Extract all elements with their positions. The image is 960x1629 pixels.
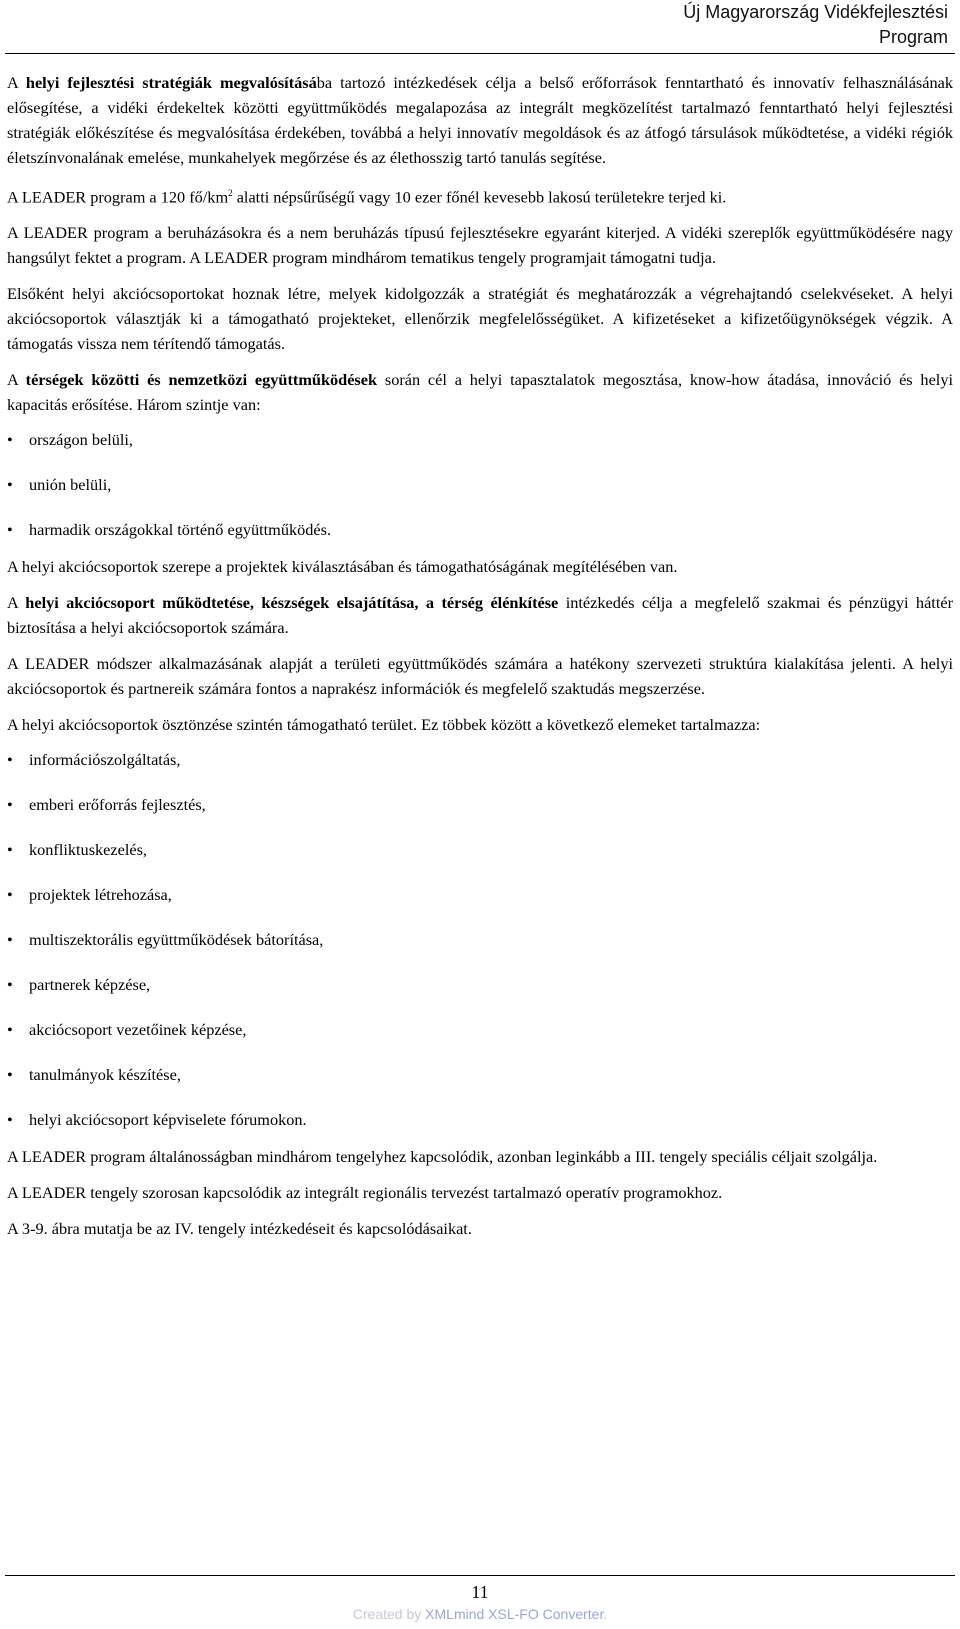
bullet-icon: • <box>7 475 13 495</box>
paragraph-leader-area <box>7 181 953 209</box>
superscript: 2 <box>228 188 233 198</box>
document-body <box>7 70 953 1252</box>
watermark-brand: XMLmind XSL-FO Converter <box>425 1606 604 1622</box>
bold-term: helyi fejlesztési stratégiák megvalósításá <box>25 73 317 92</box>
list-item-text: partnerek képzése, <box>29 975 151 995</box>
paragraph-figure-reference: A 3-9. ábra mutatja be az IV. tengely intézkedéseit és kapcsolódásaikat. <box>7 1219 472 1239</box>
bullet-icon: • <box>7 840 13 860</box>
list-item-text: projektek létrehozása, <box>29 885 172 905</box>
list-item <box>7 1017 953 1042</box>
bullet-icon: • <box>7 885 13 905</box>
paragraph-text: során cél a helyi tapasztalatok megosztása, know-how átadása, innováció és helyi kapacitás erősítése. Három szintje van: <box>7 370 953 415</box>
page-header <box>0 0 960 50</box>
paragraph-leader-operative: A LEADER tengely szorosan kapcsolódik az integrált regionális tervezést tartalmazó operatív programokhoz. <box>7 1183 723 1203</box>
list-item <box>7 1062 953 1087</box>
converter-watermark <box>0 1604 960 1624</box>
bullet-icon: • <box>7 795 13 815</box>
footer-rule <box>5 1575 955 1576</box>
header-subtitle: Program <box>878 27 948 47</box>
paragraph-action-group-role: A helyi akciócsoportok szerepe a projektek kiválasztásában és támogathatóságának megítélésében van. <box>7 557 678 577</box>
watermark-text: . <box>603 1606 608 1622</box>
incentive-elements-list <box>7 747 953 1132</box>
bold-term: térségek közötti és nemzetközi együttműködések <box>25 370 378 390</box>
paragraph-leader-axes: A LEADER program általánosságban mindhárom tengelyhez kapcsolódik, azonban leginkább a III. tengely speciális céljait szolgálja. <box>7 1147 878 1167</box>
list-item-text: emberi erőforrás fejlesztés, <box>29 795 206 815</box>
paragraph-action-groups: Elsőként helyi akciócsoportokat hoznak létre, melyek kidolgozzák a stratégiát és meghatározzák a végrehajtandó cselekvéseket. A helyi akciócsoportok választják ki a támogatható projekteket, ellenőrzik megfelelősségüket. A kifizetéseket a kifizetőügynökségek végzik. A támogatás vissza nem térítendő támogatás. <box>7 284 953 354</box>
paragraph-operation <box>7 590 953 640</box>
cooperation-levels-list <box>7 427 953 542</box>
paragraph-leader-scope: A LEADER program a beruházásokra és a nem beruházás típusú fejlesztésekre egyaránt kiterjed. A vidéki szereplők együttműködésére nagy hangsúlyt fektet a program. A LEADER program mindhárom tematikus tengely programjait támogatni tudja. <box>7 223 953 268</box>
paragraph-leader-method: A LEADER módszer alkalmazásának alapját a területi együttműködés számára a hatékony szervezeti struktúra kialakítása jelenti. A helyi akciócsoportok és partnereik számára fontos a naprakész információk és megfelelő szaktudás megszerzése. <box>7 654 953 699</box>
list-item-text: országon belüli, <box>29 430 133 450</box>
bold-term: helyi akciócsoport működtetése, készségek elsajátítása, a térség élénkítése <box>25 593 559 613</box>
paragraph-incentive: A helyi akciócsoportok ösztönzése szintén támogatható terület. Ez többek között a következő elemeket tartalmazza: <box>7 715 761 735</box>
list-item-text: multiszektorális együttműködések bátorítása, <box>29 930 324 950</box>
bullet-icon: • <box>7 520 13 540</box>
bullet-icon: • <box>7 430 13 450</box>
bullet-icon: • <box>7 930 13 950</box>
list-item <box>7 472 953 497</box>
watermark-text: Created by <box>352 1606 426 1622</box>
list-item-text: információszolgáltatás, <box>29 750 181 770</box>
paragraph-text: A <box>7 370 26 390</box>
list-item <box>7 747 953 772</box>
list-item-text: tanulmányok készítése, <box>29 1065 181 1085</box>
paragraph-text: intézkedés célja a megfelelő szakmai és pénzügyi háttér biztosítása a helyi akciócsoportok számára. <box>7 593 953 638</box>
list-item-text: helyi akciócsoport képviselete fórumokon. <box>29 1110 307 1130</box>
list-item-text: konfliktuskezelés, <box>29 840 148 860</box>
bullet-icon: • <box>7 1110 13 1130</box>
page-number: 11 <box>471 1582 489 1602</box>
list-item <box>7 837 953 862</box>
paragraph-cooperation <box>7 367 953 417</box>
list-item <box>7 792 953 817</box>
list-item-text: unión belüli, <box>29 475 112 495</box>
bullet-icon: • <box>7 1065 13 1085</box>
bullet-icon: • <box>7 750 13 770</box>
bullet-icon: • <box>7 975 13 995</box>
list-item <box>7 517 953 542</box>
bullet-icon: • <box>7 1020 13 1040</box>
list-item <box>7 972 953 997</box>
paragraph-text: A <box>7 73 26 92</box>
header-title: Új Magyarország Vidékfejlesztési <box>683 2 948 22</box>
paragraph-helyi-fejlesztesi <box>7 70 953 170</box>
list-item <box>7 1107 953 1132</box>
paragraph-text: A LEADER program a 120 fő/km <box>7 187 229 207</box>
paragraph-text: A <box>7 593 26 613</box>
paragraph-text: alatti népsűrűségű vagy 10 ezer főnél kevesebb lakosú területekre terjed ki. <box>232 187 727 207</box>
list-item <box>7 427 953 452</box>
paragraph-text: ba tartozó intézkedések célja a belső erőforrások fenntartható és innovatív felhasználásának elősegítése, a vidéki érdekeltek közötti együttműködés megalapozása az integrált megközelítést tartalmazó fenntartható helyi fejlesztési stratégiák előkészítése és megvalósítása érdekében, továbbá a helyi innovatív megoldások és az átfogó társulások működtetése, a vidéki régiók életszínvonalának emelése, munkahelyek megőrzése és az élethosszig tartó tanulás segítése. <box>7 73 953 167</box>
list-item-text: harmadik országokkal történő együttműködés. <box>29 520 332 540</box>
header-rule <box>5 53 955 54</box>
list-item-text: akciócsoport vezetőinek képzése, <box>29 1020 247 1040</box>
list-item <box>7 927 953 952</box>
list-item <box>7 882 953 907</box>
